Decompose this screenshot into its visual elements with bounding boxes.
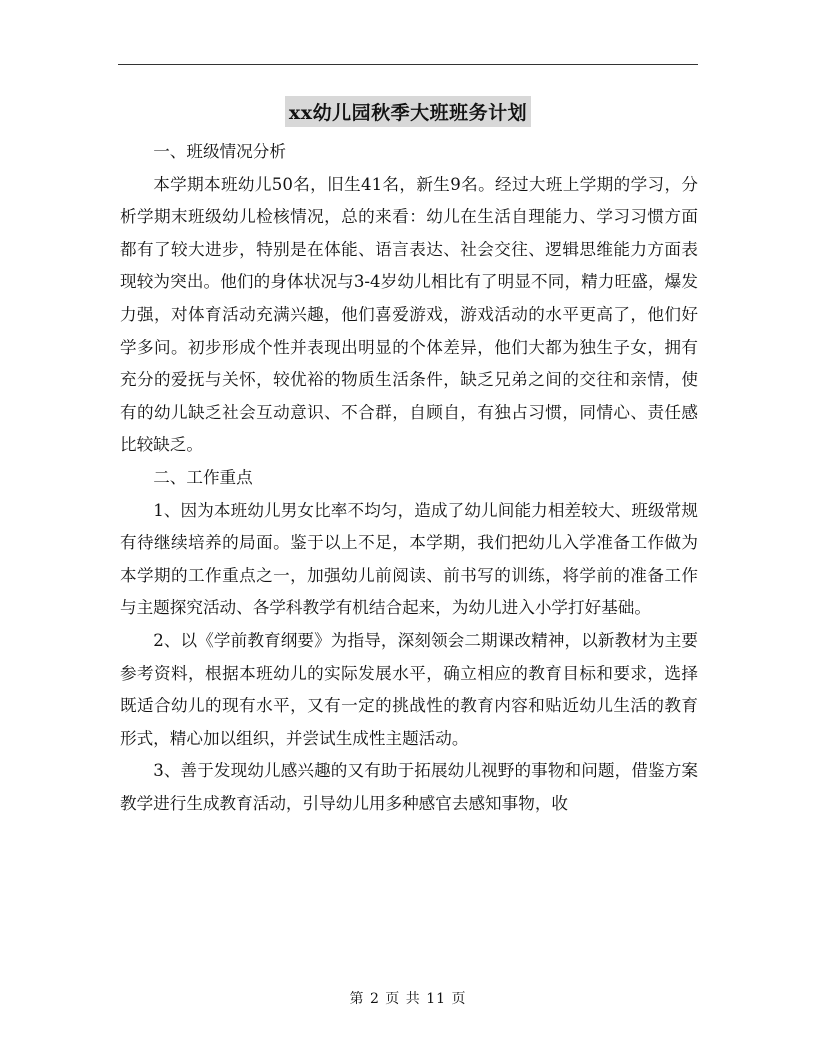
- title-container: [0, 96, 816, 127]
- document-body: [120, 136, 698, 820]
- paragraph-class-analysis: 本学期本班幼儿50名，旧生41名，新生9名。经过大班上学期的学习，分析学期末班级幼儿检核情况，总的来看：幼儿在生活自理能力、学习习惯方面都有了较大进步，特别是在体能、语言表达、社会交往、逻辑思维能力方面表现较为突出。他们的身体状况与3-4岁幼儿相比有了明显不同，精力旺盛，爆发力强，对体育活动充满兴趣，他们喜爱游戏，游戏活动的水平更高了，他们好学多问。初步形成个性并表现出明显的个体差异，他们大都为独生子女，拥有充分的爱抚与关怀，较优裕的物质生活条件，缺乏兄弟之间的交往和亲情，使有的幼儿缺乏社会互动意识、不合群，自顾自，有独占习惯，同情心、责任感比较缺乏。: [120, 174, 698, 455]
- section-heading-2: 二、工作重点: [153, 467, 253, 487]
- paragraph-focus-2: 2、以《学前教育纲要》为指导，深刻领会二期课改精神，以新教材为主要参考资料，根据本班幼儿的实际发展水平，确立相应的教育目标和要求，选择既适合幼儿的现有水平，又有一定的挑战性的教育内容和贴近幼儿生活的教育形式，精心加以组织，并尝试生成性主题活动。: [120, 630, 698, 748]
- page-footer: 第 2 页 共 11 页: [349, 991, 467, 1007]
- document-title: xx幼儿园秋季大班班务计划: [285, 96, 531, 127]
- header-rule: [118, 64, 698, 65]
- section-heading-1: 一、班级情况分析: [153, 142, 286, 161]
- paragraph-focus-1: 1、因为本班幼儿男女比率不均匀，造成了幼儿间能力相差较大、班级常规有待继续培养的局面。鉴于以上不足，本学期，我们把幼儿入学准备工作做为本学期的工作重点之一，加强幼儿前阅读、前书写的训练，将学前的准备工作与主题探究活动、各学科教学有机结合起来，为幼儿进入小学打好基础。: [120, 500, 698, 618]
- paragraph-focus-3: 3、善于发现幼儿感兴趣的又有助于拓展幼儿视野的事物和问题，借鉴方案教学进行生成教育活动，引导幼儿用多种感官去感知事物，收: [120, 761, 698, 813]
